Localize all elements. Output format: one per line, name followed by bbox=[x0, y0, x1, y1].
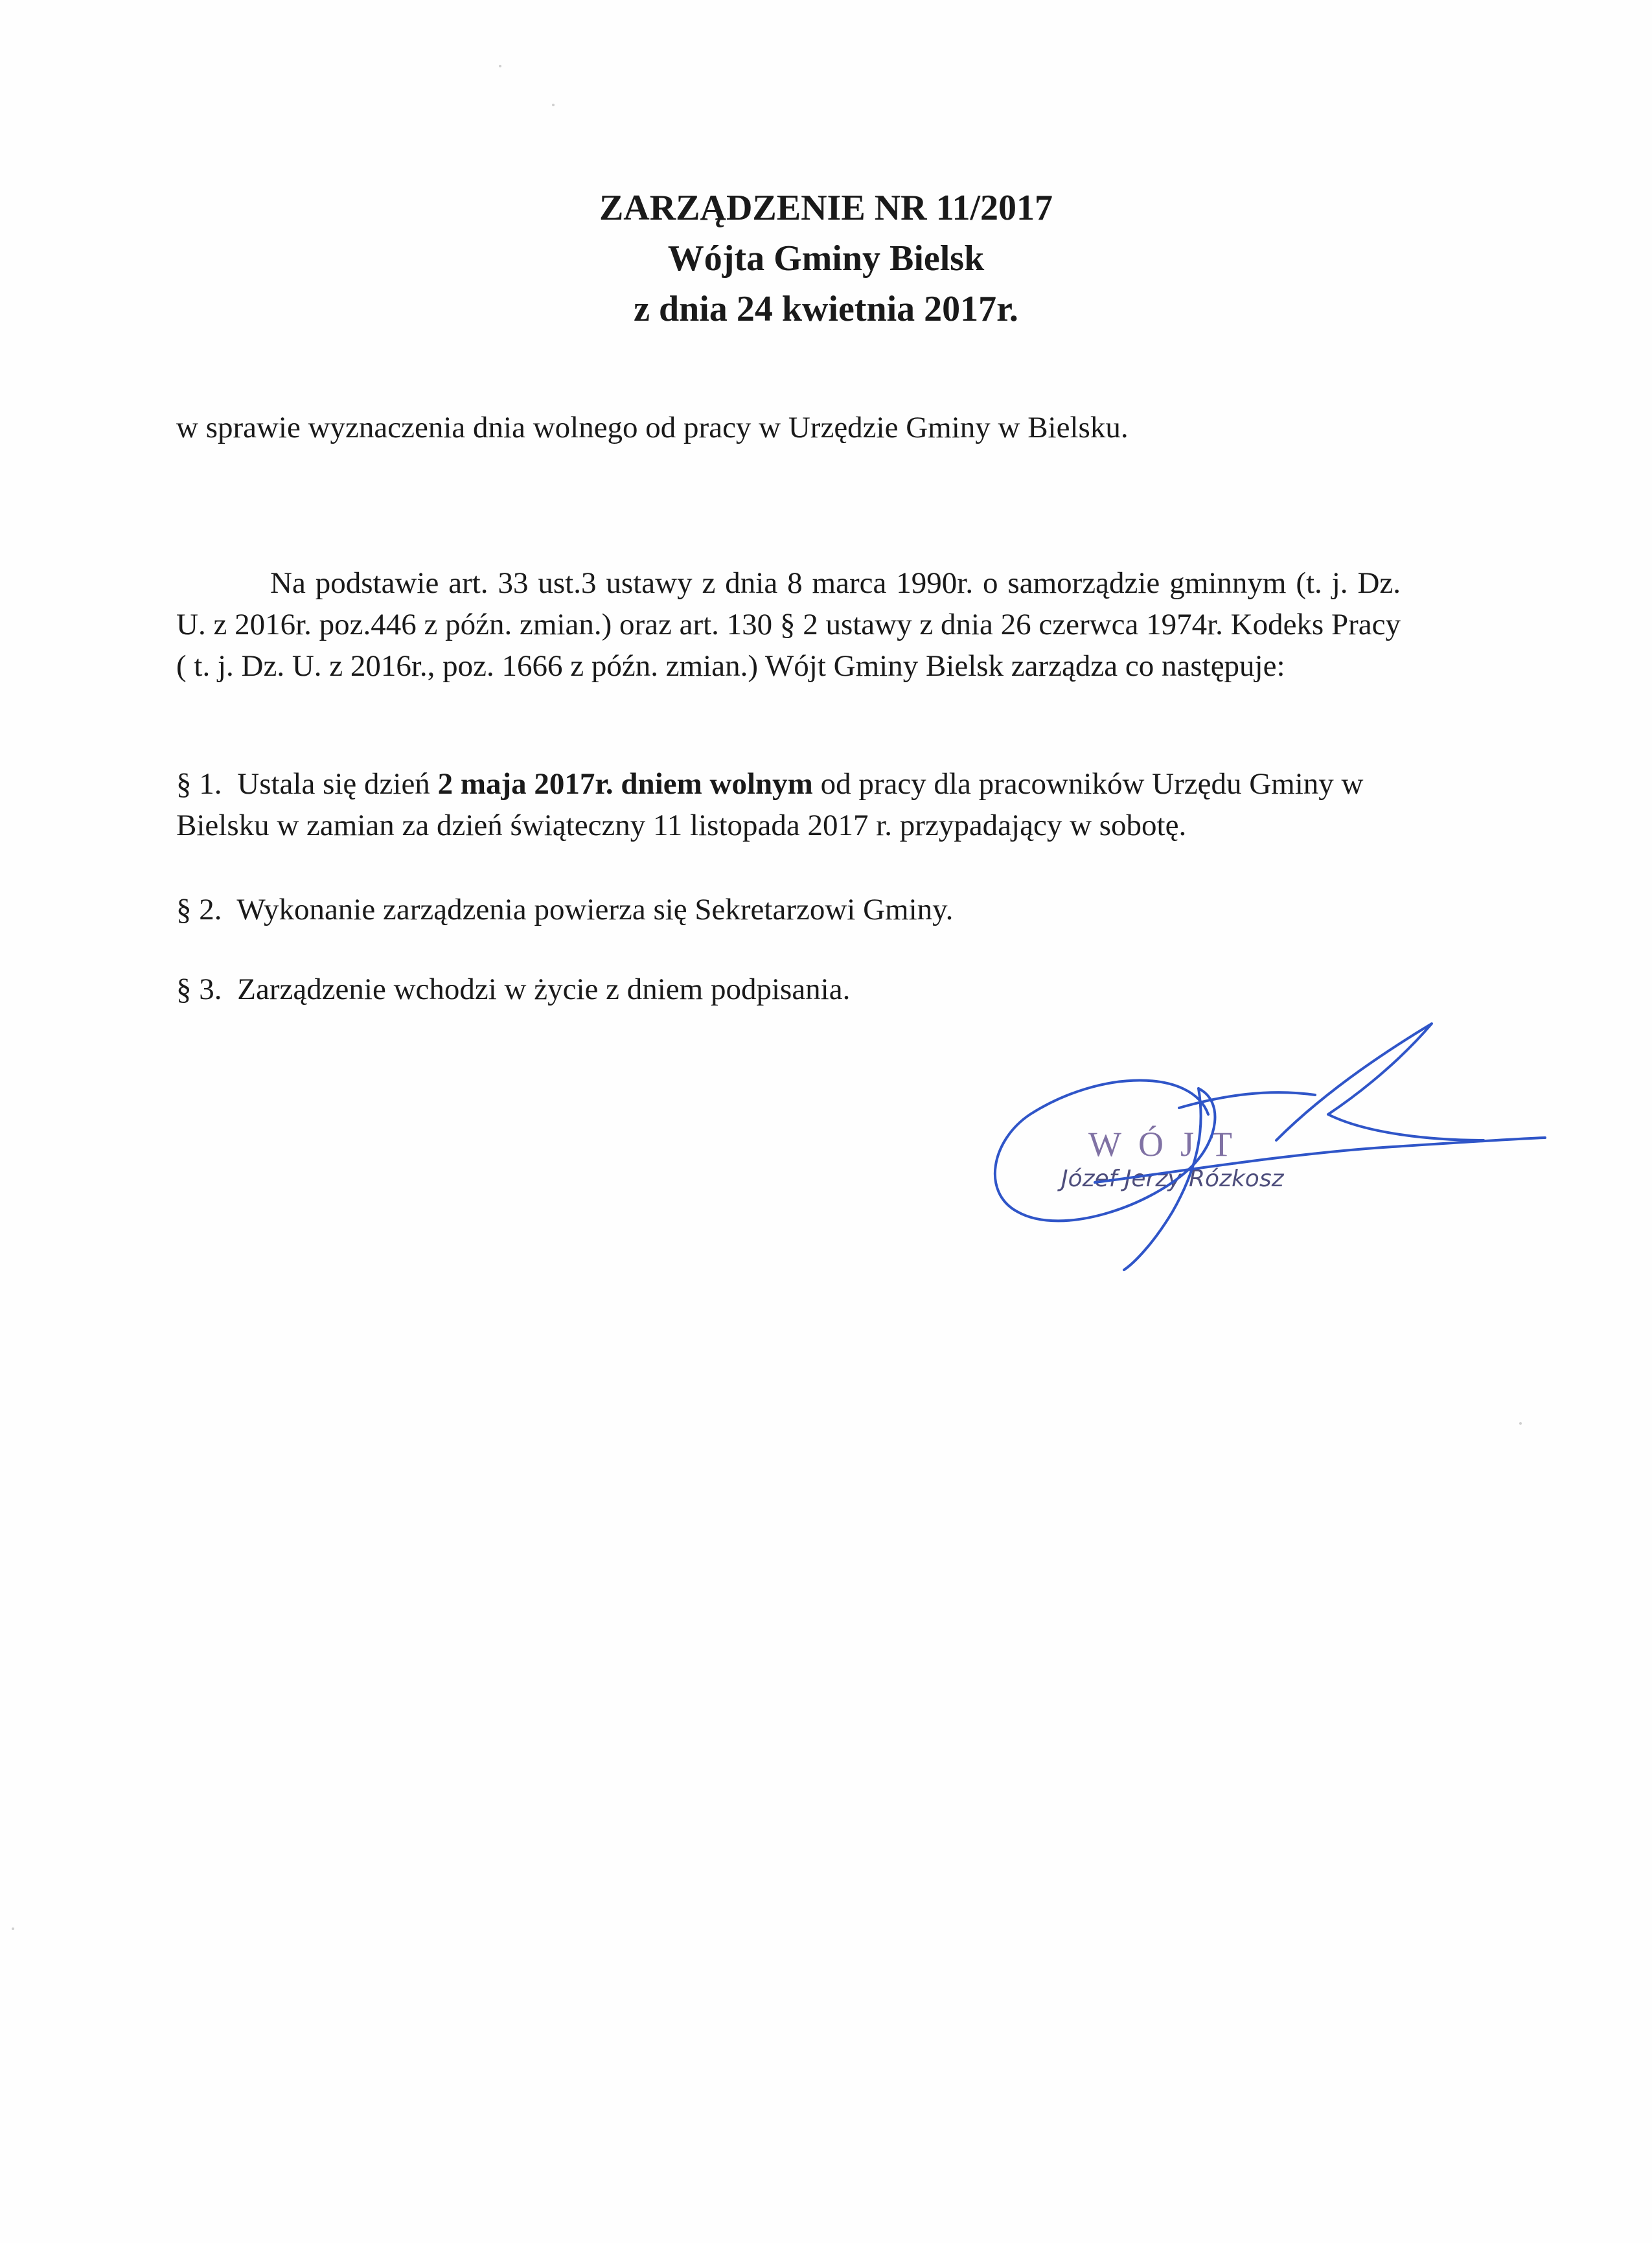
section-1-bold-phrase: dniem wolnym bbox=[621, 767, 813, 801]
scan-speck bbox=[1519, 1422, 1522, 1425]
signature-long-tail bbox=[1095, 1138, 1545, 1182]
heading-issuer: Wójta Gminy Bielsk bbox=[667, 238, 985, 279]
section-2 bbox=[176, 889, 1401, 930]
stamp-name: Józef Jerzy Rózkosz bbox=[1061, 1166, 1284, 1192]
section-3 bbox=[176, 969, 1401, 1010]
section-3-text: Zarządzenie wchodzi w życie z dniem podpisania. bbox=[237, 972, 851, 1006]
signature-loop-stroke bbox=[995, 1081, 1215, 1221]
handwritten-signature bbox=[978, 1017, 1561, 1289]
section-1-text-before: Ustala się dzień bbox=[237, 767, 430, 801]
section-1 bbox=[176, 763, 1401, 846]
section-2-text: Wykonanie zarządzenia powierza się Sekretarzowi Gminy. bbox=[236, 893, 954, 926]
heading-date: z dnia 24 kwietnia 2017r. bbox=[634, 289, 1018, 329]
stamp-title: WÓJT bbox=[1088, 1125, 1249, 1164]
legal-basis-paragraph: Na podstawie art. 33 ust.3 ustawy z dnia 8 marca 1990r. o samorządzie gminnym (t. j. Dz. U. z 2016r. poz.446 z późn. zmian.) oraz art. 130 § 2 ustawy z dnia 26 czerwca 1974r. Kodeks Pracy ( t. j. Dz. U. z 2016r., poz. 1666 z późn. zmian.) Wójt Gminy Bielsk zarządza co następuje: bbox=[176, 566, 1401, 683]
section-1-bold-date: 2 maja 2017r. bbox=[437, 767, 614, 801]
scan-speck bbox=[552, 104, 555, 106]
signature-upstroke bbox=[1124, 1088, 1201, 1270]
signature-zigzag-stroke bbox=[1276, 1024, 1484, 1140]
section-2-sign: § 2. bbox=[176, 893, 222, 926]
document-heading bbox=[0, 183, 1652, 334]
section-1-text-after: od pracy dla pracowników Urzędu Gminy w Bielsku w zamian za dzień świąteczny 11 listopada 2017 r. przypadający w sobotę. bbox=[176, 767, 1364, 842]
document-subject: w sprawie wyznaczenia dnia wolnego od pracy w Urzędzie Gminy w Bielsku. bbox=[176, 411, 1129, 444]
section-3-sign: § 3. bbox=[176, 972, 222, 1006]
heading-ordinance-number: ZARZĄDZENIE NR 11/2017 bbox=[599, 188, 1053, 228]
scan-speck bbox=[12, 1927, 14, 1930]
section-1-sign: § 1. bbox=[176, 767, 222, 801]
scan-speck bbox=[499, 65, 501, 67]
